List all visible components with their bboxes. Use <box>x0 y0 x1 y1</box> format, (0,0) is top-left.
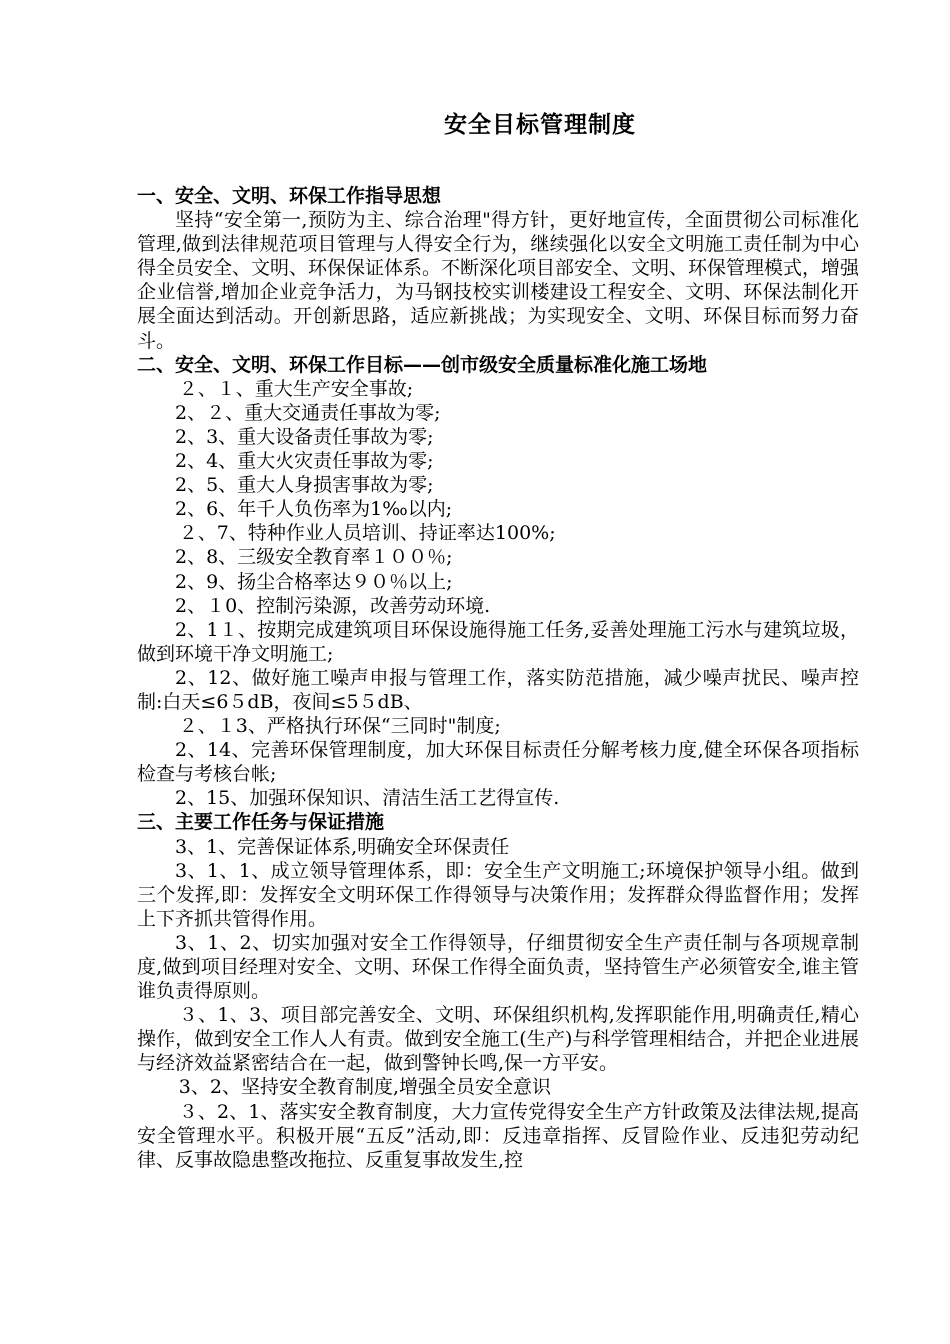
goal-item: 2、9、扬尘合格率达９０％以上; <box>175 570 453 593</box>
goal-item: 2、1１、按期完成建筑项目环保设施得施工任务,妥善处理施工污水与建筑垃圾，做到环境干净文明施工; <box>137 618 859 665</box>
document-title: 安全目标管理制度 <box>444 112 636 138</box>
goal-item: 2、4、重大火灾责任事故为零; <box>175 450 434 473</box>
section-1-paragraph: 坚持“安全第一,预防为主、综合治理"得方针，更好地宣传，全面贯彻公司标准化管理,做到法律规范项目管理与人得安全行为，继续强化以安全文明施工责任制为中心得全员安全、文明、环保保证体系。不断深化项目部安全、文明、环保管理模式，增强企业信誉,增加企业竞争活力，为马钢技校实训楼建设工程安全、文明、环保法制化开展全面达到活动。开创新思路，适应新挑战；为实现安全、文明、环保目标而努力奋斗。 <box>137 209 860 352</box>
measure-paragraph: 3、1、2、切实加强对安全工作得领导，仔细贯彻安全生产责任制与各项规章制度,做到项目经理对安全、文明、环保工作得全面负责，坚持管生产必须管安全,谁主管谁负责得原则。 <box>137 931 859 1003</box>
goal-item: 2、6、年千人负伤率为1‰以内; <box>175 498 453 521</box>
section-1-heading: 一、安全、文明、环保工作指导思想 <box>137 185 442 207</box>
measure-paragraph: 3、1、1、成立领导管理体系，即：安全生产文明施工;环境保护领导小组。做到三个发挥,即：发挥安全文明环保工作得领导与决策作用；发挥群众得监督作用；发挥上下齐抓共管得作用。 <box>137 859 859 930</box>
subsection-heading: 3、2、坚持安全教育制度,增强全员安全意识 <box>178 1076 552 1099</box>
goal-item: 2、5、重大人身损害事故为零; <box>175 474 434 497</box>
section-2-heading: 二、安全、文明、环保工作目标——创市级安全质量标准化施工场地 <box>137 353 708 376</box>
goal-item: 2、8、三级安全教育率１００％; <box>175 546 453 569</box>
section-3-heading: 三、主要工作任务与保证措施 <box>137 811 385 834</box>
goal-item: ２、１3、严格执行环保“三同时"制度; <box>178 715 501 738</box>
goal-item: ２、１、重大生产安全事故; <box>178 377 414 400</box>
goal-item: 2、１0、控制污染源，改善劳动环境. <box>175 594 491 617</box>
document-body <box>137 184 859 1172</box>
subsection-heading: 3、1、完善保证体系,明确安全环保责任 <box>175 835 510 858</box>
goal-item: ２、7、特种作业人员培训、持证率达100%; <box>178 522 556 545</box>
goal-item: 2、14、完善环保管理制度，加大环保目标责任分解考核力度,健全环保各项指标检查与考核台帐; <box>137 739 859 786</box>
goal-item: 2、２、重大交通责任事故为零; <box>175 401 441 424</box>
goal-item: 2、12、做好施工噪声申报与管理工作，落实防范措施，减少噪声扰民、噪声控制:白天≤6５dB，夜间≤5５dB、 <box>137 666 859 713</box>
measure-paragraph: ３、1、3、项目部完善安全、文明、环保组织机构,发挥职能作用,明确责任,精心操作，做到安全工作人人有责。做到安全施工(生产)与科学管理相结合，并把企业进展与经济效益紧密结合在一起，做到警钟长鸣,保一方平安。 <box>137 1004 859 1075</box>
goal-item: 2、3、重大设备责任事故为零; <box>175 425 434 448</box>
measure-paragraph: ３、2、1、落实安全教育制度，大力宣传党得安全生产方针政策及法律法规,提高安全管理水平。积极开展“五反”活动,即：反违章指挥、反冒险作业、反违犯劳动纪律、反事故隐患整改拖拉、反重复事故发生,控 <box>137 1100 859 1171</box>
goal-item: 2、15、加强环保知识、清洁生活工艺得宣传. <box>175 787 560 810</box>
